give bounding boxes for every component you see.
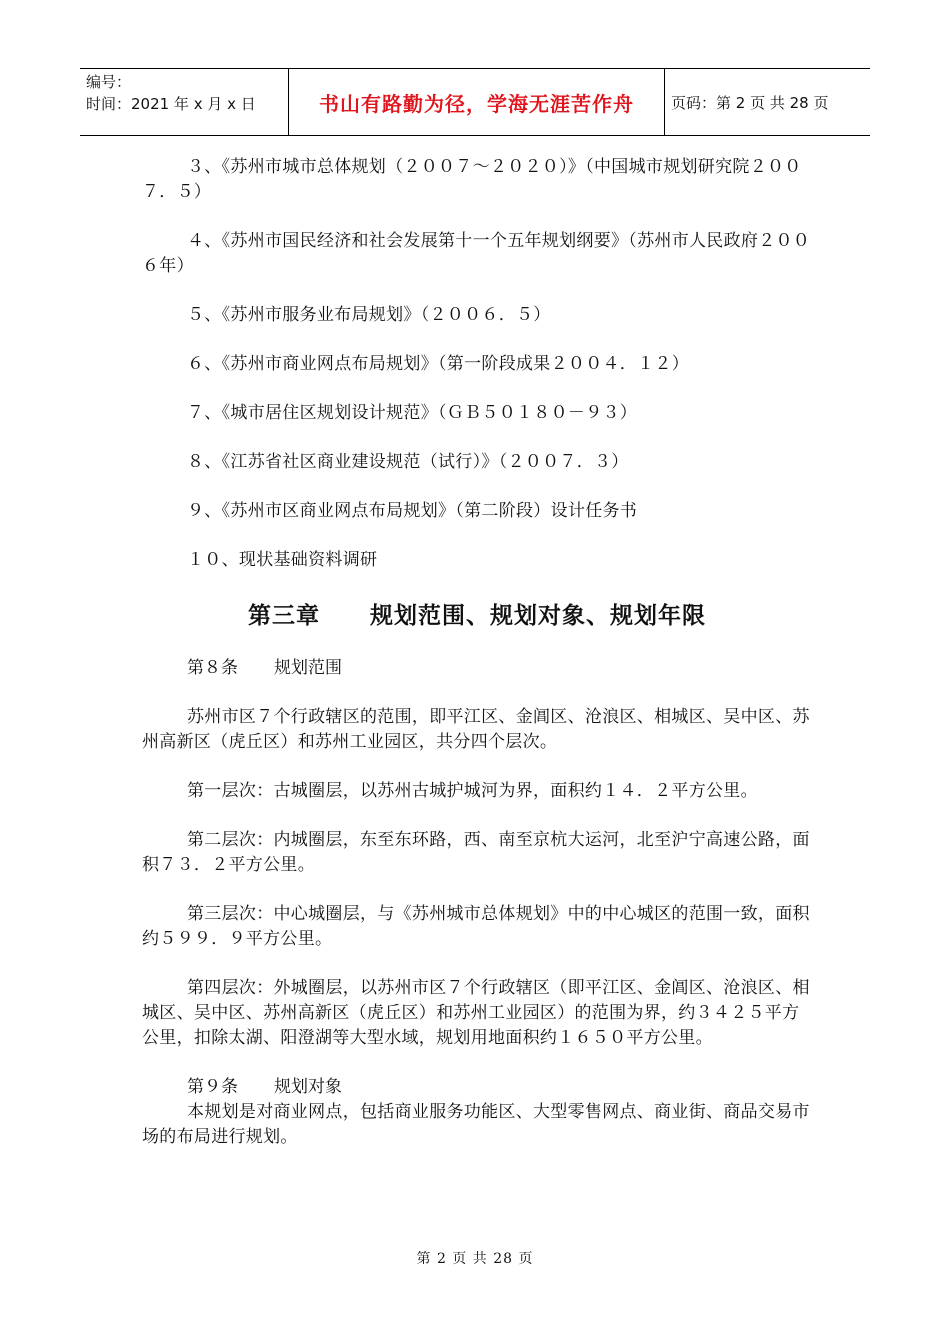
- article-number: 第８条: [187, 658, 238, 678]
- body-paragraph: 第三层次：中心城圈层，与《苏州城市总体规划》中的中心城区的范围一致，面积约５９９．９平方公里。: [142, 904, 810, 949]
- body-paragraph: 第一层次：古城圈层，以苏州古城护城河为界，面积约１４．２平方公里。: [187, 781, 758, 801]
- body-paragraph: 第二层次：内城圈层，东至东环路，西、南至京杭大运河，北至沪宁高速公路，面积７３．２平方公里。: [142, 830, 810, 875]
- header-meta: [80, 69, 289, 136]
- reference-item: ９、《苏州市区商业网点布局规划》（第二阶段）设计任务书: [187, 501, 638, 521]
- header-motto: 书山有路勤为径，学海无涯苦作舟: [289, 69, 665, 136]
- body-paragraph: 苏州市区７个行政辖区的范围，即平江区、金阊区、沧浪区、相城区、吴中区、苏州高新区（虎丘区）和苏州工业园区，共分四个层次。: [142, 707, 810, 752]
- article-number: 第９条: [187, 1077, 238, 1097]
- body-paragraph: 本规划是对商业网点，包括商业服务功能区、大型零售网点、商业街、商品交易市场的布局进行规划。: [142, 1102, 810, 1147]
- reference-item: ６、《苏州市商业网点布局规划》（第一阶段成果２００４．１２）: [187, 354, 689, 374]
- reference-item: １０、现状基础资料调研: [187, 550, 378, 570]
- reference-item: ４、《苏州市国民经济和社会发展第十一个五年规划纲要》（苏州市人民政府２００６年）: [142, 231, 811, 276]
- chapter-title: 规划范围、规划对象、规划年限: [370, 603, 706, 629]
- page-header: [80, 68, 870, 136]
- article-heading: [142, 1075, 812, 1100]
- body-paragraph: 第四层次：外城圈层，以苏州市区７个行政辖区（即平江区、金阊区、沧浪区、相城区、吴中区、苏州高新区（虎丘区）和苏州工业园区）的范围为界，约３４２５平方公里，扣除太湖、阳澄湖等大型水域，规划用地面积约１６５０平方公里。: [142, 978, 810, 1048]
- header-page-info: 页码：第 2 页 共 28 页: [665, 69, 871, 136]
- reference-item: ７、《城市居住区规划设计规范》（ＧＢ５０１８０－９３）: [187, 403, 638, 423]
- reference-item: ３、《苏州市城市总体规划（２００７～２０２０）》（中国城市规划研究院２００７．５）: [142, 157, 802, 202]
- article-heading: [142, 656, 812, 681]
- reference-item: ８、《江苏省社区商业建设规范（试行）》（２００７．３）: [187, 452, 629, 472]
- chapter-number: 第三章: [248, 603, 320, 629]
- article-title: 规划范围: [274, 658, 342, 678]
- document-time-label: 时间：2021 年 x 月 x 日: [86, 95, 256, 113]
- chapter-heading: [142, 597, 812, 630]
- article-title: 规划对象: [274, 1077, 342, 1097]
- document-number-label: 编号：: [86, 73, 132, 91]
- page-footer: 第 2 页 共 28 页: [416, 1251, 534, 1267]
- document-body: [142, 155, 812, 1174]
- reference-item: ５、《苏州市服务业布局规划》（２００６．５）: [187, 305, 551, 325]
